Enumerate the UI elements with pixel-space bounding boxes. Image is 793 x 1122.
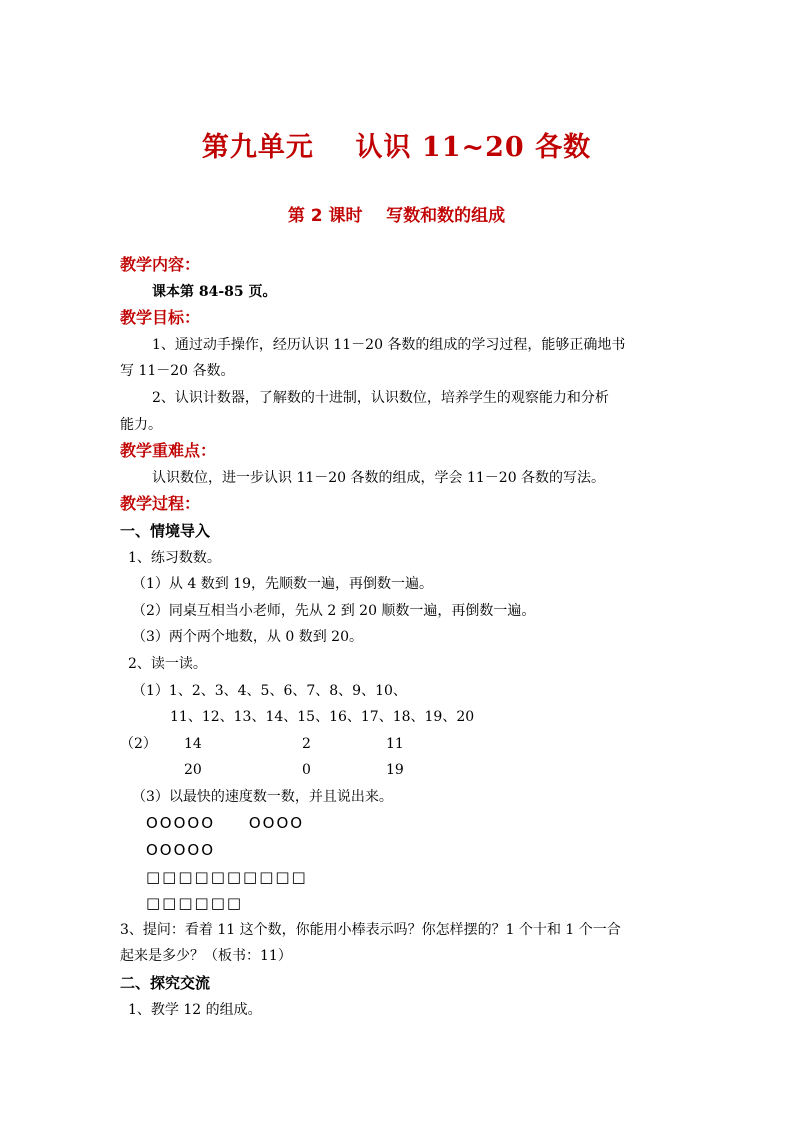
number-cell: 2: [302, 735, 311, 752]
key-points-heading: 教学重难点：: [120, 441, 217, 461]
step-1a: （1）从 4 数到 19，先顺数一遍，再倒数一遍。: [132, 576, 433, 593]
process-heading: 教学过程：: [120, 494, 201, 514]
squares-row-1: □□□□□□□□□□: [146, 867, 308, 886]
goal-1-line-2: 写 11－20 各数。: [120, 363, 235, 380]
step-2a-line-2: 11、12、13、14、15、16、17、18、19、20: [170, 709, 475, 726]
goals-heading: 教学目标：: [120, 308, 201, 328]
step-2a-line-1: （1）1、2、3、4、5、6、7、8、9、10、: [132, 682, 407, 699]
step-1: 1、练习数数。: [128, 549, 221, 566]
content-heading: 教学内容：: [120, 255, 201, 274]
key-points-text: 认识数位，进一步认识 11－20 各数的组成，学会 11－20 各数的写法。: [152, 469, 606, 486]
step-2b-row-1: [120, 731, 680, 758]
part-2-step-1: 1、教学 12 的组成。: [128, 1001, 262, 1018]
step-2b-label: （2）: [120, 735, 157, 752]
goal-1-line-1: 1、通过动手操作，经历认识 11－20 各数的组成的学习过程，能够正确地书: [152, 336, 626, 353]
goal-2-line-1: 2、认识计数器，了解数的十进制，认识数位，培养学生的观察能力和分析: [152, 389, 609, 406]
lesson-subtitle: 第 2 课时 写数和数的组成: [287, 206, 506, 226]
part-2-heading: 二、探究交流: [120, 974, 211, 993]
part-1-heading: 一、情境导入: [120, 521, 211, 540]
circles-row-2: OOOOO: [146, 841, 216, 860]
step-2: 2、读一读。: [128, 655, 207, 672]
number-cell: 11: [386, 735, 404, 752]
goal-2-line-2: 能力。: [120, 416, 162, 433]
step-3-line-1: 3、提问：看着 11 这个数，你能用小棒表示吗？你怎样摆的？1 个十和 1 个一合: [120, 921, 621, 938]
step-1c: （3）两个两个地数，从 0 数到 20。: [132, 629, 363, 646]
squares-row-2: □□□□□□: [146, 894, 244, 913]
page-title: 第九单元 认识 11~20 各数: [201, 132, 592, 163]
content-text: 课本第 84-85 页。: [152, 283, 277, 300]
number-cell: 0: [302, 762, 311, 779]
number-cell: 19: [386, 762, 404, 779]
number-cell: 14: [184, 735, 202, 752]
step-2c: （3）以最快的速度数一数，并且说出来。: [132, 788, 393, 805]
circles-row-1: OOOOO OOOO: [146, 814, 305, 833]
document-body: [120, 252, 680, 1023]
step-3-line-2: 起来是多少？（板书：11）: [120, 948, 292, 965]
step-2b-row-2: [120, 757, 680, 784]
number-cell: 20: [184, 762, 202, 779]
step-1b: （2）同桌互相当小老师，先从 2 到 20 顺数一遍，再倒数一遍。: [132, 602, 536, 619]
